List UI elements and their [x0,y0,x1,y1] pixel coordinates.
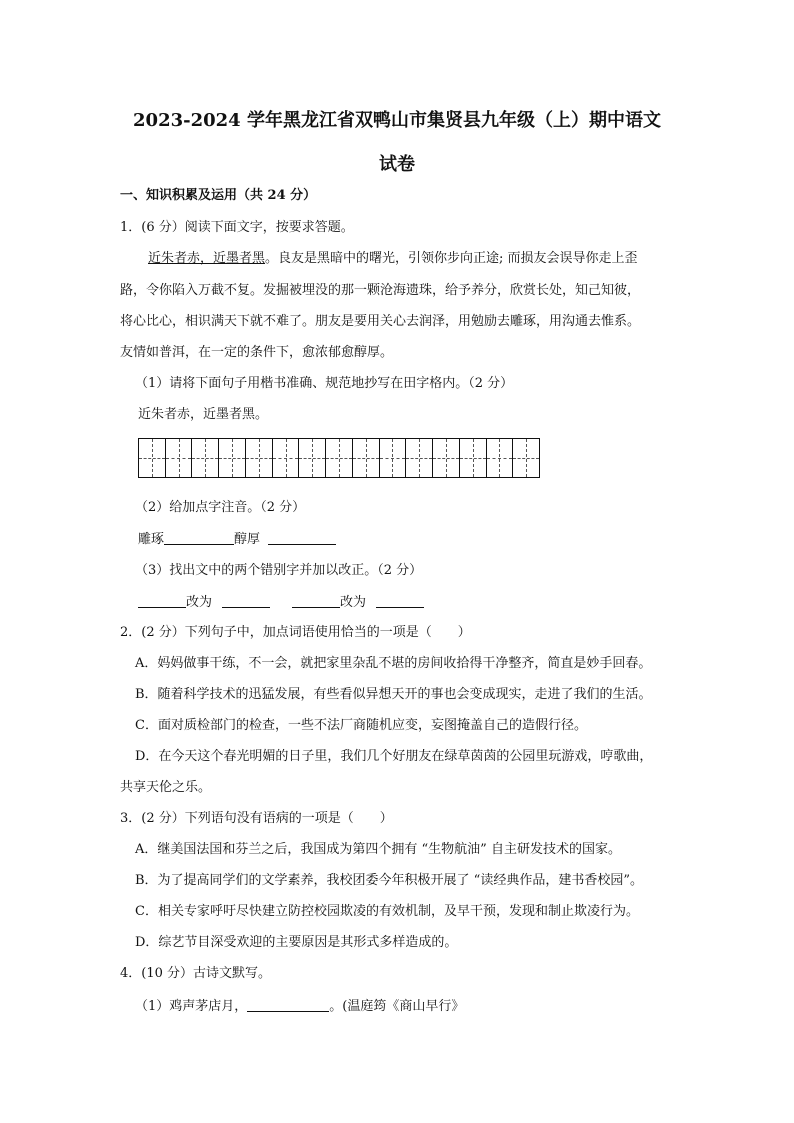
tian-zi-cell[interactable] [326,439,353,477]
q2-stem: 2．(2 分）下列句子中，加点词语使用恰当的一项是（ ） [120,625,471,640]
tian-zi-cell[interactable] [299,439,326,477]
q1-sub3-prompt: （3）找出文中的两个错别字并加以改正。（2 分） [135,563,423,578]
tian-zi-cell[interactable] [487,439,514,477]
q2-option-a: A．妈妈做事干练，不一会，就把家里杂乱不堪的房间收拾得干净整齐，简直是妙手回春。 [135,656,652,671]
answer-blank[interactable] [376,594,424,608]
q3-stem: 3．(2 分）下列语句没有语病的一项是（ ） [120,811,393,826]
q3-option-c: C．相关专家呼吁尽快建立防控校园欺凌的有效机制，及早干预，发现和制止欺凌行为。 [135,904,639,919]
change-to-label: 改为 [186,595,213,610]
tian-zi-grid[interactable] [138,438,540,478]
tian-zi-cell[interactable] [513,439,539,477]
q3-option-b: B．为了提高同学们的文学素养，我校团委今年积极开展了 “读经典作品，建书香校园”。 [135,873,643,888]
q1-stem: 1．(6 分）阅读下面文字，按要求答题。 [120,220,354,235]
answer-blank[interactable] [247,998,329,1012]
q1-passage-line1 [148,251,638,267]
q1-sub3-answer-row [138,594,424,611]
q1-passage-line2: 路，令你陷入万截不复。发掘被埋没的那一颗沧海遗珠，给予养分，欣赏长处，知己知彼， [120,283,641,298]
q2-option-c: C．面对质检部门的检查，一些不法厂商随机应变，妄图掩盖自己的造假行径。 [135,718,587,733]
section-heading: 一、知识积累及运用（共 24 分） [120,188,317,203]
answer-blank[interactable] [164,531,234,545]
q1-sub1-sentence: 近朱者赤，近墨者黑。 [138,407,269,422]
q1-sub2-word1: 雕琢 [138,532,165,547]
q1-sub2-word2: 醇厚 [234,532,261,547]
q2-option-b: B．随着科学技术的迅猛发展，有些看似异想天开的事也会变成现实，走进了我们的生活。 [135,687,652,702]
tian-zi-cell[interactable] [460,439,487,477]
change-to-label: 改为 [340,595,367,610]
answer-blank[interactable] [292,594,340,608]
exam-title-line2: 试卷 [379,154,415,175]
q3-option-a: A．继美国法国和芬兰之后，我国成为第四个拥有 “生物航油” 自主研发技术的国家。 [135,842,621,857]
tian-zi-cell[interactable] [353,439,380,477]
tian-zi-cell[interactable] [433,439,460,477]
q1-sub2-answer-row [138,531,336,548]
q2-option-d-line1: D．在今天这个春光明媚的日子里，我们几个好朋友在绿草茵茵的公园里玩游戏，哼歌曲， [135,749,653,764]
tian-zi-cell[interactable] [406,439,433,477]
exam-title-line1: 2023-2024 学年黑龙江省双鸭山市集贤县九年级（上）期中语文 [133,110,661,131]
answer-blank[interactable] [222,594,270,608]
tian-zi-cell[interactable] [166,439,193,477]
q1-passage-line3: 将心比心，相识满天下就不难了。朋友是要用关心去润泽，用勉励去雕琢，用沟通去惟系。 [120,314,641,329]
q1-passage-underlined: 近朱者赤，近墨者黑 [148,251,266,266]
q4-sub1 [135,998,464,1015]
q1-passage-line4: 友情如普洱，在一定的条件下，愈浓郁愈醇厚。 [120,345,394,360]
q4-stem: 4．(10 分）古诗文默写。 [120,966,272,981]
q1-sub2-prompt: （2）给加点字注音。（2 分） [135,500,306,515]
q1-passage-line1-rest: 。良友是黑暗中的曙光，引领你步向正途; 而损友会误导你走上歪 [265,251,638,266]
tian-zi-cell[interactable] [139,439,166,477]
tian-zi-cell[interactable] [219,439,246,477]
q2-option-d-line2: 共享天伦之乐。 [120,780,212,795]
tian-zi-cell[interactable] [380,439,407,477]
answer-blank[interactable] [268,531,336,545]
q4-sub1-first: （1）鸡声茅店月， [135,999,248,1014]
q4-sub1-second: 。(温庭筠《商山早行》 [329,999,465,1014]
tian-zi-cell[interactable] [246,439,273,477]
tian-zi-cell[interactable] [273,439,300,477]
tian-zi-cell[interactable] [192,439,219,477]
q1-sub1-prompt: （1）请将下面句子用楷书准确、规范地抄写在田字格内。（2 分） [135,376,514,391]
q3-option-d: D．综艺节目深受欢迎的主要原因是其形式多样造成的。 [135,935,458,950]
answer-blank[interactable] [138,594,186,608]
